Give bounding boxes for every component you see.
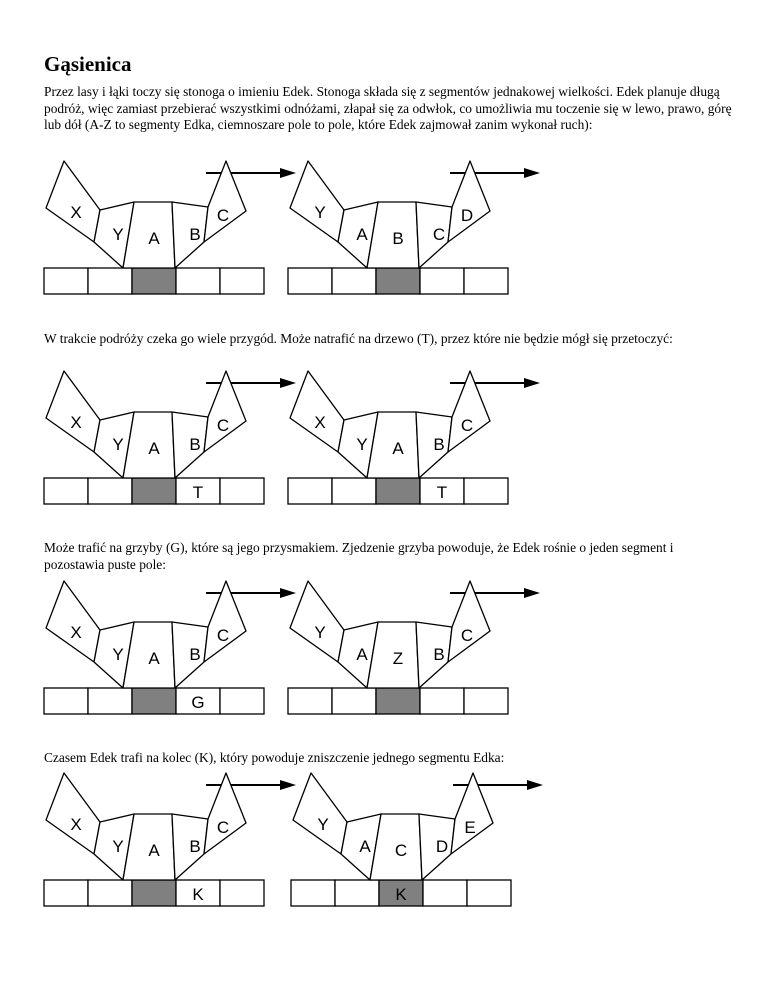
ground-cell [220,478,264,504]
ground-cell [88,478,132,504]
segment-label: E [464,818,476,837]
ground-cell [88,880,132,906]
ground-cell [420,688,464,714]
segment-label: Y [317,815,329,834]
caterpillar-segment [293,773,347,854]
segment-label: D [460,206,474,225]
ground-cell-previous [132,880,176,906]
segment-label: X [70,413,82,432]
segment-label: X [70,815,82,834]
arrow-head [524,378,540,388]
panel-after [291,773,543,906]
segment-label: C [216,206,230,225]
ground-cell-label: T [192,483,204,502]
ground-cell-previous [132,268,176,294]
ground-cell-previous [376,478,420,504]
arrow-head [280,780,296,790]
segment-label: Y [314,203,326,222]
caterpillar-segment [46,581,100,662]
segment-label: C [460,626,474,645]
panel-before [44,773,296,906]
ground-cell [220,880,264,906]
ground-cell [176,268,220,294]
ground-cell-previous [132,688,176,714]
segment-label: Y [112,645,124,664]
segment-label: Y [356,435,368,454]
ground-cell [332,268,376,294]
ground-cell [332,688,376,714]
panel-after [288,581,540,714]
ground-cell [291,880,335,906]
ground-cell [464,688,508,714]
segment-label: A [148,649,160,668]
ground-cell-label: K [395,885,407,904]
ground-cell [332,478,376,504]
caterpillar-segment [46,161,100,242]
ground-cell [88,688,132,714]
paragraph-tree: W trakcie podróży czeka go wiele przygód. Może natrafić na drzewo (T), przez które nie będzie mógł się przetoczyć: [44,331,673,346]
ground-cell [288,478,332,504]
ground-cell [220,688,264,714]
ground-cell-label: K [192,885,204,904]
arrow-head [524,588,540,598]
diagram-spike [0,772,768,917]
caterpillar-segment [290,161,344,242]
caterpillar-segment [290,581,344,662]
arrow-head [527,780,543,790]
segment-label: A [148,229,160,248]
ground-cell [88,268,132,294]
arrow-head [280,168,296,178]
segment-label: B [189,225,201,244]
segment-label: B [189,435,201,454]
caterpillar-segment [290,371,344,452]
ground-cell [288,268,332,294]
segment-label: C [394,841,408,860]
caterpillar-segment [46,773,100,854]
ground-cell [44,268,88,294]
ground-cell [44,880,88,906]
ground-cell [423,880,467,906]
segment-label: Y [112,435,124,454]
segment-label: A [356,225,368,244]
segment-label: A [148,841,160,860]
segment-label: Z [392,649,404,668]
arrow-head [280,378,296,388]
ground-cell-previous [376,688,420,714]
segment-label: Y [112,225,124,244]
segment-label: A [148,439,160,458]
segment-label: C [216,416,230,435]
ground-cell-label: T [436,483,448,502]
segment-label: B [433,435,445,454]
segment-label: B [433,645,445,664]
ground-cell [44,478,88,504]
ground-cell [44,688,88,714]
caterpillar-segment [46,371,100,452]
diagram-mushroom [0,580,768,725]
ground-cell [288,688,332,714]
segment-label: Y [314,623,326,642]
panel-after [288,371,540,504]
panel-before [44,161,296,294]
diagram-roll-right [0,160,768,305]
page-title: Gąsienica [44,52,132,76]
paragraph-intro: Przez lasy i łąki toczy się stonoga o imieniu Edek. Stonoga składa się z segmentów jednakowej wielkości. Edek planuje długą podróż, więc zamiast przebierać wszystkimi odnóżami, złapał się za odwłok, co umożliwia mu toczenie się w lewo, prawo, górę lub dół (A-Z to segmenty Edka, ciemnoszare pole to pole, które Edek zajmował zanim wykonał ruch): [44,84,732,132]
ground-cell [464,268,508,294]
segment-label: Y [112,837,124,856]
paragraph-mushroom: Może trafić na grzyby (G), które są jego przysmakiem. Zjedzenie grzyba powoduje, że Edek rośnie o jeden segment i pozostawia puste pole: [44,540,674,572]
segment-label: B [189,837,201,856]
ground-cell-previous [132,478,176,504]
ground-cell-previous [376,268,420,294]
paragraph-spike: Czasem Edek trafi na kolec (K), który powoduje zniszczenie jednego segmentu Edka: [44,750,505,765]
segment-label: X [314,413,326,432]
segment-label: C [432,225,446,244]
segment-label: A [359,837,371,856]
segment-label: C [216,626,230,645]
segment-label: X [70,623,82,642]
ground-cell-label: G [191,693,205,712]
segment-label: D [435,837,449,856]
segment-label: B [392,229,404,248]
segment-label: C [216,818,230,837]
diagram-tree [0,370,768,515]
panel-before [44,371,296,504]
segment-label: C [460,416,474,435]
ground-cell [467,880,511,906]
arrow-head [524,168,540,178]
ground-cell [420,268,464,294]
segment-label: A [356,645,368,664]
segment-label: A [392,439,404,458]
ground-cell [464,478,508,504]
segment-label: B [189,645,201,664]
panel-after [288,161,540,294]
ground-cell [220,268,264,294]
ground-cell [335,880,379,906]
panel-before [44,581,296,714]
arrow-head [280,588,296,598]
segment-label: X [70,203,82,222]
